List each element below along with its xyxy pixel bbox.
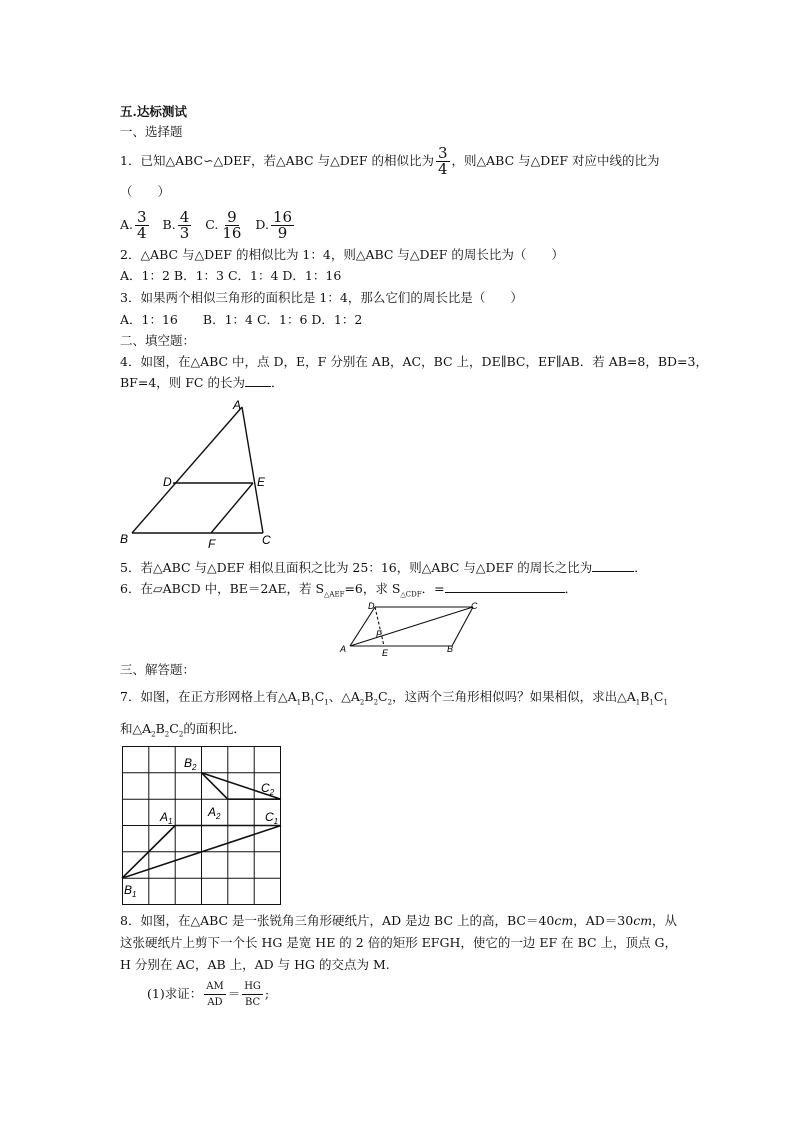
label-D: D	[368, 601, 375, 611]
answer-blank[interactable]	[445, 592, 565, 593]
question-7-line2: 和$\triangle A_2B_2C_2$的面积比．	[120, 721, 246, 739]
label-C2: $C_2$	[261, 781, 275, 797]
label-A1: $A_1$	[160, 810, 173, 826]
question-2-options: A．1：2 B．1：3 C．1：4 D．1：16	[120, 268, 342, 283]
question-3-options: A．1：16 B．1：4 C．1：6 D．1：2	[120, 312, 363, 327]
question-8-line2: 这张硬纸片上剪下一个长 HG 是宽 HE 的 2 倍的矩形 EFGH，使它的一边 EF 在 BC 上，顶点 G，	[120, 935, 677, 950]
label-F: F	[208, 537, 216, 551]
question-2: 2．△ABC 与△DEF 的相似比为 1：4，则△ABC 与△DEF 的周长比为（ ）	[120, 247, 564, 262]
section-heading: 五.达标测试	[120, 104, 187, 119]
question-4-line1: 4．如图，在△ABC 中，点 D，E，F 分别在 AB，AC，BC 上，DE∥BC，EF∥AB．若 AB=8，BD=3，	[120, 354, 708, 369]
question-4-line2: BF=4，则 FC 的长为 ．	[120, 375, 284, 390]
label-B: B	[447, 644, 454, 654]
label-E: E	[382, 648, 389, 658]
label-F: F	[376, 629, 382, 639]
question-1-paren: （ ）	[120, 184, 171, 199]
question-8-line3: H 分别在 AC，AB 上，AD 与 HG 的交点为 M.	[120, 957, 390, 972]
question-7-line1: 7．如图，在正方形网格上有$\triangle A_1B_1C_1$、$\triangle A_2B_2C_2$，这两个三角形相似吗？如果相似，求出$\triangle A_1B_1C_1$	[120, 689, 668, 707]
question-8-line1: 8．如图，在△ABC 是一张锐角三角形硬纸片，AD 是边 BC 上的高，BC＝40𝑐𝑚，AD＝30𝑐𝑚，从	[120, 913, 678, 928]
question-1: 1．已知△ABC∽△DEF，若△ABC 与△DEF 的相似比为 $\frac{3}{4}$ ，则△ABC 与△DEF 对应中线的比为	[120, 144, 660, 178]
figure-q6-parallelogram	[340, 598, 490, 658]
label-B2: $B_2$	[184, 756, 197, 772]
label-A: A	[340, 644, 347, 654]
question-1-options: A. $\frac{3}{4}$ B. $\frac{4}{3}$ C. $\frac{9}{16}$ D. $\frac{16}{9}$	[120, 208, 293, 242]
label-D: D	[163, 475, 172, 489]
question-3: 3．如果两个相似三角形的面积比是 1：4，那么它们的周长比是（ ）	[120, 290, 523, 305]
figure-q4-triangle	[110, 395, 290, 555]
label-E: E	[257, 475, 266, 489]
label-B: B	[120, 532, 129, 546]
section-answer: 三、解答题：	[120, 662, 196, 677]
label-A2: $A_2$	[208, 805, 221, 821]
section-fill: 二、填空题：	[120, 333, 196, 348]
question-6: 6．在▱ABCD 中，BE＝2AE，若 $S_{\triangle AEF}=6$，求 $S_{\triangle CDF}$．= ．	[120, 581, 578, 599]
figure-q7-grid	[122, 746, 284, 908]
question-8-part1: (1)求证： $\frac{AM}{AD}$ ＝ $\frac{HG}{BC}$ ;	[147, 981, 270, 1008]
section-choice: 一、选择题	[120, 124, 183, 139]
label-C: C	[471, 601, 478, 611]
label-B1: $B_1$	[124, 883, 137, 899]
label-A: A	[233, 398, 242, 412]
question-5: 5．若△ABC 与△DEF 相似且面积之比为 25：16，则△ABC 与△DEF 的周长之比为 ．	[120, 560, 647, 575]
label-C1: $C_1$	[265, 810, 279, 826]
answer-blank[interactable]	[245, 386, 271, 387]
label-C: C	[262, 533, 271, 547]
answer-blank[interactable]	[592, 571, 634, 572]
